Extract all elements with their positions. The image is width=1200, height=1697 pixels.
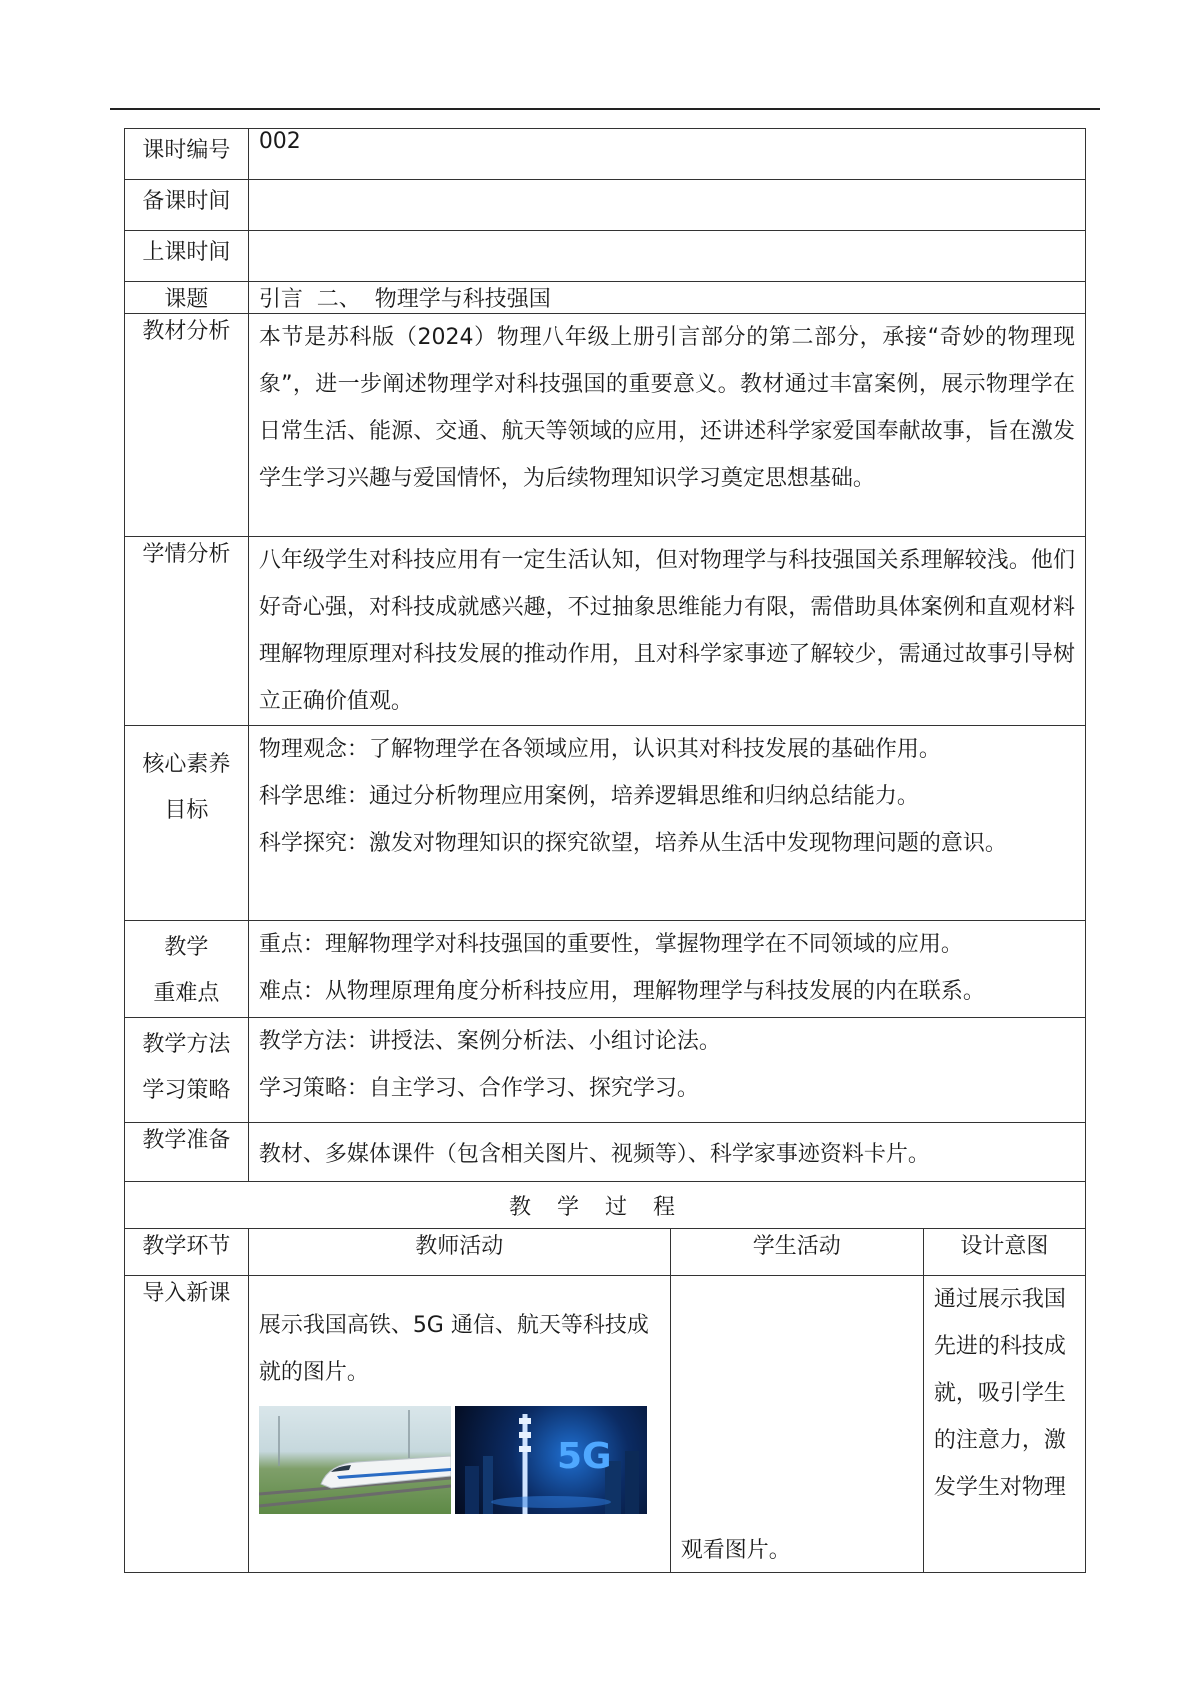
key-points-label-line1: 教学	[164, 935, 209, 960]
header-stage: 教学环节	[125, 1229, 249, 1276]
learning-strategy-text: 学习策略：自主学习、合作学习、探究学习。	[258, 1076, 699, 1101]
row-methods	[125, 1018, 1086, 1123]
intro-stage: 导入新课	[125, 1276, 249, 1573]
row-textbook-analysis	[125, 314, 1086, 537]
row-process-headers	[125, 1229, 1086, 1276]
row-student-analysis	[125, 537, 1086, 726]
core-goal-scientific-inquiry: 科学探究：激发对物理知识的探究欲望，培养从生活中发现物理问题的意识。	[258, 831, 1007, 856]
textbook-analysis-label: 教材分析	[125, 314, 249, 537]
row-preparation	[125, 1123, 1086, 1182]
key-point-focus: 重点：理解物理学对科技强国的重要性，掌握物理学在不同领域的应用。	[258, 932, 963, 957]
preparation-label: 教学准备	[125, 1123, 249, 1182]
core-goal-scientific-thinking: 科学思维：通过分析物理应用案例，培养逻辑思维和归纳总结能力。	[258, 784, 919, 809]
header-student-activity: 学生活动	[670, 1229, 923, 1276]
prep-time-label: 备课时间	[125, 180, 249, 231]
row-topic	[125, 282, 1086, 314]
teaching-methods-text: 教学方法：讲授法、案例分析法、小组讨论法。	[258, 1029, 721, 1054]
header-design-intent: 设计意图	[923, 1229, 1085, 1276]
key-point-difficulty: 难点：从物理原理角度分析科技应用，理解物理学与科技发展的内在联系。	[258, 979, 985, 1004]
student-analysis-text: 八年级学生对科技应用有一定生活认知，但对物理学与科技强国关系理解较浅。他们好奇心强，对科技成就感兴趣，不过抽象思维能力有限，需借助具体案例和直观材料理解物理原理对科技发展的推动作用，且对科学家事迹了解较少，需通过故事引导树立正确价值观。	[258, 548, 1075, 714]
row-process-title	[125, 1182, 1086, 1229]
topic-value: 引言 二、 物理学与科技强国	[248, 282, 1085, 314]
intro-design-intent: 通过展示我国先进的科技成就，吸引学生的注意力，激发学生对物理	[933, 1287, 1066, 1500]
row-intro	[125, 1276, 1086, 1573]
lesson-number-value: 002	[248, 129, 1085, 180]
process-title: 教学过程	[125, 1182, 1086, 1229]
row-class-time	[125, 231, 1086, 282]
class-time-value	[248, 231, 1085, 282]
core-goal-physics-concept: 物理观念：了解物理学在各领域应用，认识其对科技发展的基础作用。	[258, 737, 941, 762]
header-rule	[110, 108, 1100, 110]
row-lesson-number	[125, 129, 1086, 180]
lesson-number-label: 课时编号	[125, 129, 249, 180]
row-prep-time	[125, 180, 1086, 231]
intro-teacher-activity: 展示我国高铁、5G 通信、航天等科技成就的图片。	[258, 1313, 649, 1385]
core-goals-label-line1: 核心素养	[142, 752, 231, 777]
5g-photo-text: 5G	[556, 1436, 612, 1477]
prep-time-value	[248, 180, 1085, 231]
core-goals-label-line2: 目标	[164, 798, 209, 823]
5g-tower-photo	[455, 1406, 647, 1514]
topic-label: 课题	[125, 282, 249, 314]
lesson-plan-table	[124, 128, 1086, 1573]
methods-label-line1: 教学方法	[142, 1032, 231, 1057]
methods-label-line2: 学习策略	[142, 1078, 231, 1103]
preparation-text: 教材、多媒体课件（包含相关图片、视频等）、科学家事迹资料卡片。	[248, 1123, 1085, 1182]
student-analysis-label: 学情分析	[125, 537, 249, 726]
intro-student-activity: 观看图片。	[670, 1276, 923, 1573]
class-time-label: 上课时间	[125, 231, 249, 282]
row-key-points	[125, 921, 1086, 1018]
high-speed-train-photo	[259, 1406, 451, 1514]
intro-images	[259, 1406, 660, 1514]
row-core-goals	[125, 726, 1086, 921]
key-points-label-line2: 重难点	[153, 981, 220, 1006]
textbook-analysis-text: 本节是苏科版（2024）物理八年级上册引言部分的第二部分，承接“奇妙的物理现象”，进一步阐述物理学对科技强国的重要意义。教材通过丰富案例，展示物理学在日常生活、能源、交通、航天等领域的应用，还讲述科学家爱国奉献故事，旨在激发学生学习兴趣与爱国情怀，为后续物理知识学习奠定思想基础。	[258, 325, 1075, 491]
header-teacher-activity: 教师活动	[248, 1229, 670, 1276]
